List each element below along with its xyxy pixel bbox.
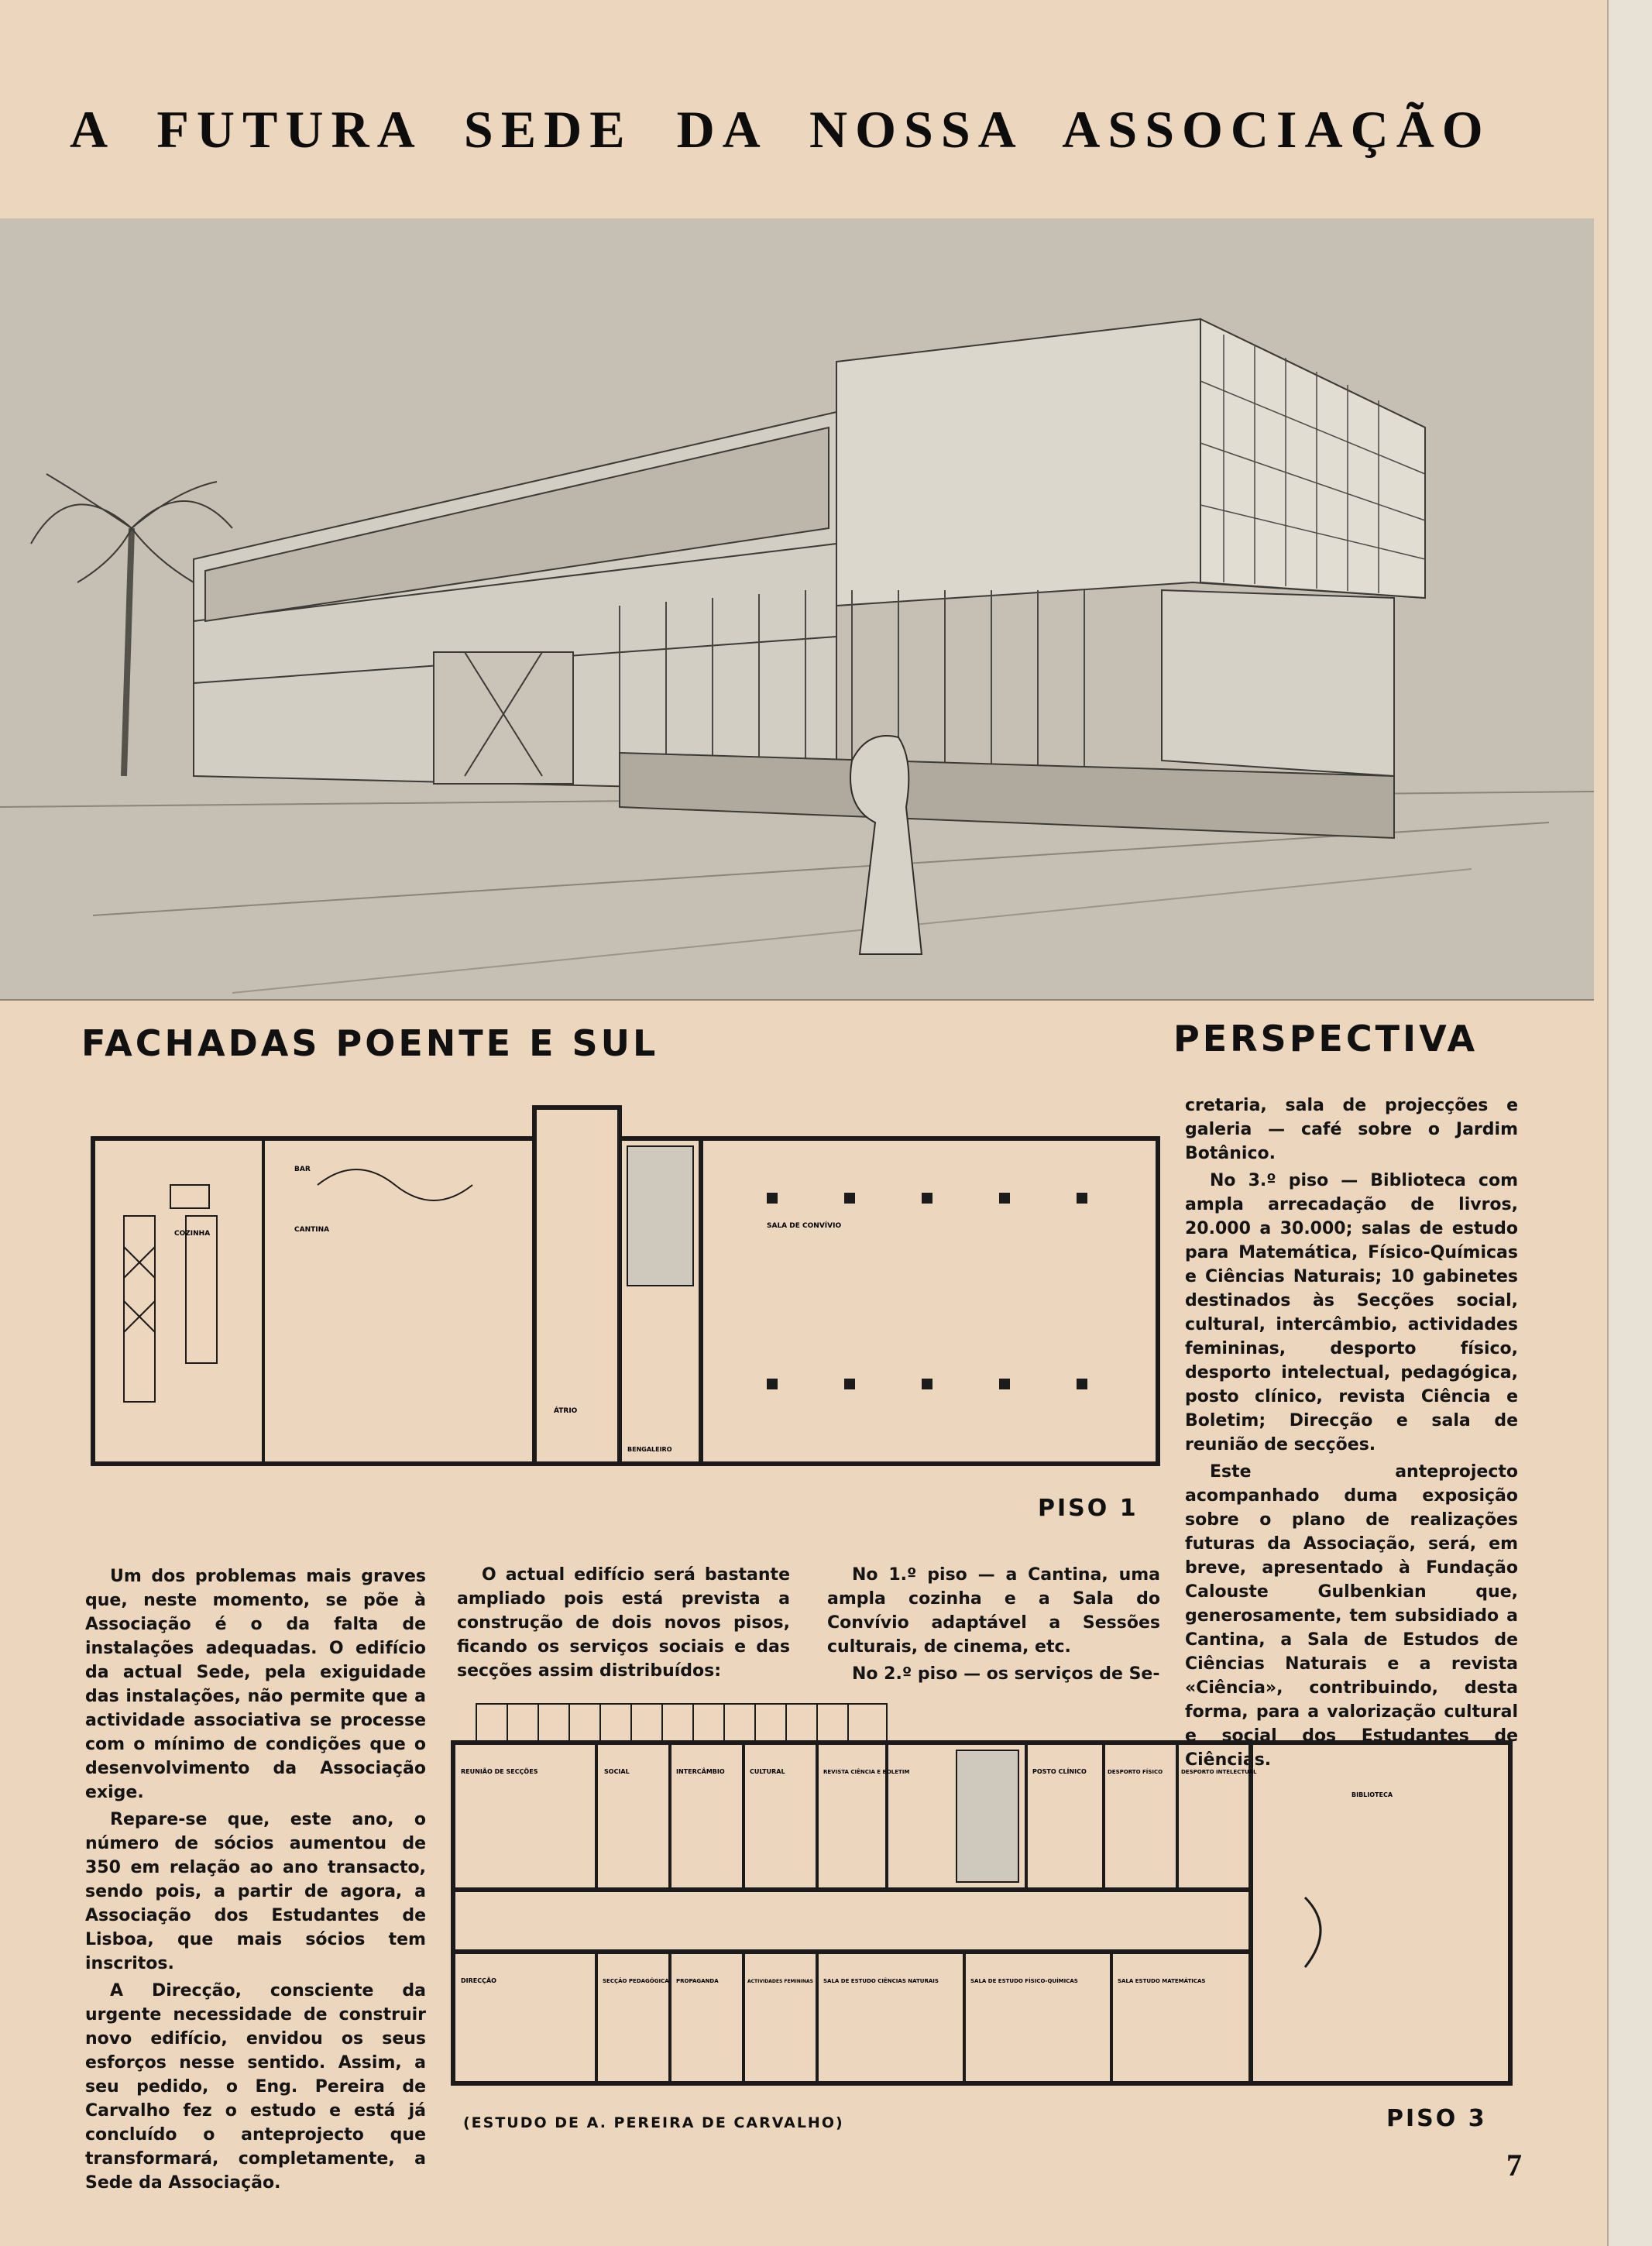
plan3-label-posto: POSTO CLÍNICO bbox=[1032, 1768, 1087, 1775]
caption-fachadas: FACHADAS POENTE E SUL bbox=[81, 1022, 659, 1064]
floor-plan-3 bbox=[445, 1696, 1522, 2099]
plan1-sala-block bbox=[701, 1138, 1158, 1464]
plan3-label-fisico-quimicas: SALA DE ESTUDO FÍSICO-QUÍMICAS bbox=[970, 1978, 1078, 1984]
col3-paragraph-2: No 2.º piso — os serviços de Se- bbox=[852, 1664, 1160, 1684]
plan3-label-biblioteca: BIBLIOTECA bbox=[1351, 1791, 1393, 1798]
plan1-title: PISO 1 bbox=[1038, 1495, 1139, 1522]
col4-paragraph-2: No 3.º piso — Biblioteca com ampla arrecadação de livros, 20.000 a 30.000; salas de estudo para Matemática, Físico-Químicas e Ciências Naturais; 10 gabinetes destinados às Secções social, cultural, intercâmbio, actividades femininas, desporto físico, desporto intelectual, pedagógica, posto clínico, revista Ciência e Boletim; Direcção e sala de reunião de secções. bbox=[1185, 1171, 1518, 1454]
plan3-label-social: SOCIAL bbox=[604, 1768, 630, 1775]
plan1-label-bar: BAR bbox=[294, 1166, 311, 1173]
plan3-label-propaganda: PROPAGANDA bbox=[676, 1978, 719, 1984]
article-column-4 bbox=[1185, 1094, 1518, 1775]
floor-plan-3-drawing bbox=[445, 1696, 1522, 2099]
plan3-label-reuniao: REUNIÃO DE SECÇÕES bbox=[461, 1768, 538, 1775]
plan3-label-intercambio: INTERCÂMBIO bbox=[676, 1768, 725, 1775]
plan1-label-cantina: CANTINA bbox=[294, 1226, 330, 1234]
plan3-label-actividades: ACTIVIDADES FEMININAS bbox=[747, 1979, 814, 1984]
col4-paragraph-3: Este anteprojecto acompanhado duma exposição sobre o plano de realizações futuras da Associação, será, em breve, apresentado à Fundação Calouste Gulbenkian que, generosamente, tem subsidiado a Cantina, a Sala de Estudos de Ciências Naturais e a revista «Ciência», contribuindo, desta forma, para a valorização cultural e social dos Estudantes de Ciências. bbox=[1185, 1462, 1518, 1770]
article-column-2 bbox=[457, 1563, 790, 1686]
caption-perspectiva: PERSPECTIVA bbox=[1173, 1018, 1479, 1059]
floor-plan-1-drawing bbox=[85, 1100, 1169, 1502]
perspective-sketch bbox=[0, 218, 1594, 999]
col4-paragraph-1: cretaria, sala de projecções e galeria — café sobre o Jardim Botânico. bbox=[1185, 1096, 1518, 1163]
headline: A FUTURA SEDE DA NOSSA ASSOCIAÇÃO bbox=[70, 100, 1491, 159]
plan3-label-revista: REVISTA CIÊNCIA E BOLETIM bbox=[823, 1769, 910, 1775]
col1-paragraph-2: Repare-se que, este ano, o número de sócios aumentou de 350 em relação ao ano transacto, sendo pois, a partir de agora, a Associação dos Estudantes de Lisboa, que mais sócios tem inscritos. bbox=[85, 1810, 426, 1973]
plan1-label-sala-convivio: SALA DE CONVÍVIO bbox=[767, 1222, 842, 1230]
col1-paragraph-3: A Direcção, consciente da urgente necessidade de construir novo edifício, envidou os seus esforços nesse sentido. Assim, a seu pedido, o Eng. Pereira de Carvalho fez o estudo e está já concluído o anteprojecto que transformará, completamente, a Sede da Associação. bbox=[85, 1981, 426, 2193]
plan1-label-cozinha: COZINHA bbox=[174, 1230, 211, 1238]
plan3-label-desporto-intelectual: DESPORTO INTELECTUAL bbox=[1181, 1769, 1257, 1775]
plan3-label-naturais: SALA DE ESTUDO CIÊNCIAS NATURAIS bbox=[823, 1978, 939, 1984]
plan1-label-bengaleiro: BENGALEIRO bbox=[627, 1446, 672, 1453]
plan3-label-direccao: DIRECÇÃO bbox=[461, 1977, 496, 1984]
plan3-label-matematicas: SALA ESTUDO MATEMÁTICAS bbox=[1118, 1978, 1206, 1984]
article-column-3 bbox=[827, 1563, 1160, 1689]
plan1-label-atrio: ÁTRIO bbox=[554, 1407, 578, 1415]
adjacent-page-strip bbox=[1607, 0, 1652, 2246]
plan3-label-desporto-fisico: DESPORTO FÍSICO bbox=[1108, 1769, 1163, 1775]
plan3-title: PISO 3 bbox=[1386, 2105, 1487, 2132]
plan3-label-cultural: CULTURAL bbox=[750, 1768, 785, 1775]
floor-plan-1 bbox=[85, 1100, 1169, 1502]
col1-paragraph-1: Um dos problemas mais graves que, neste momento, se põe à Associação é o da falta de instalações adequadas. O edifício da actual Sede, pela exiguidade das instalações, não permite que a actividade associativa se processe com o mínimo de condições que o desenvolvimento da Associação exige. bbox=[85, 1567, 426, 1802]
col3-paragraph-1: No 1.º piso — a Cantina, uma ampla cozinha e a Sala do Convívio adaptável a Sessões culturais, de cinema, etc. bbox=[827, 1565, 1160, 1657]
plan3-label-seccao: SECÇÃO PEDAGÓGICA bbox=[603, 1978, 669, 1984]
building-perspective-drawing bbox=[0, 218, 1594, 1001]
col2-paragraph-1: O actual edifício será bastante ampliado pois está prevista a construção de dois novos pisos, ficando os serviços sociais e das secções assim distribuídos: bbox=[457, 1565, 790, 1681]
design-credit: (ESTUDO DE A. PEREIRA DE CARVALHO) bbox=[463, 2114, 844, 2131]
page-number: 7 bbox=[1506, 2148, 1522, 2182]
article-column-1 bbox=[85, 1564, 426, 2198]
